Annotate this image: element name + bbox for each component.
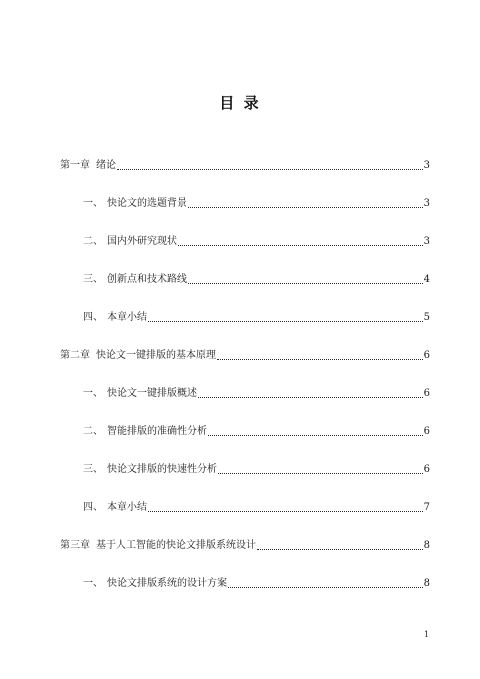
toc-entry-text: 快论文的选题背景 xyxy=(107,198,187,209)
toc-entry-chapter-1[interactable] xyxy=(60,155,430,173)
toc-entry-number: 第三章 xyxy=(60,540,90,551)
toc-entry-text: 快论文排版的快速性分析 xyxy=(107,464,217,475)
toc-entry-text: 智能排版的准确性分析 xyxy=(107,426,207,437)
toc-entry-label xyxy=(60,539,256,553)
toc-entry-label xyxy=(83,235,177,249)
toc-entry-number: 二、 xyxy=(83,236,103,247)
toc-entry-number: 一、 xyxy=(83,388,103,399)
toc-entry-section[interactable] xyxy=(83,231,430,249)
toc-entry-page: 3 xyxy=(423,160,430,171)
toc-entry-label xyxy=(60,349,216,363)
toc-entry-section[interactable] xyxy=(83,497,430,515)
toc-entry-label xyxy=(83,311,147,325)
toc-entry-text: 国内外研究现状 xyxy=(107,236,177,247)
dot-leader xyxy=(257,549,423,550)
toc-entry-number: 四、 xyxy=(83,502,103,513)
toc-entry-number: 第二章 xyxy=(60,350,90,361)
toc-entry-page: 3 xyxy=(423,198,430,209)
toc-entry-text: 快论文一键排版的基本原理 xyxy=(96,350,216,361)
dot-leader xyxy=(217,359,423,360)
toc-entry-number: 三、 xyxy=(83,464,103,475)
toc-entry-section[interactable] xyxy=(83,573,430,591)
toc-entry-number: 一、 xyxy=(83,198,103,209)
toc-entry-text: 快论文一键排版概述 xyxy=(107,388,197,399)
toc-entry-section[interactable] xyxy=(83,193,430,211)
toc-entry-section[interactable] xyxy=(83,307,430,325)
toc-entry-page: 6 xyxy=(423,388,430,399)
footer-page-number: 1 xyxy=(424,630,430,639)
toc-entry-section[interactable] xyxy=(83,459,430,477)
dot-leader xyxy=(178,245,423,246)
toc-entry-chapter-3[interactable] xyxy=(60,535,430,553)
toc-entry-text: 创新点和技术路线 xyxy=(107,274,187,285)
toc-entry-label xyxy=(83,463,217,477)
dot-leader xyxy=(188,283,423,284)
toc-entry-label xyxy=(83,387,197,401)
toc-entry-chapter-2[interactable] xyxy=(60,345,430,363)
dot-leader xyxy=(148,511,423,512)
toc-entry-text: 本章小结 xyxy=(107,312,147,323)
toc-entry-page: 8 xyxy=(423,578,430,589)
toc-entry-label xyxy=(83,501,147,515)
dot-leader xyxy=(228,587,423,588)
toc-entry-number: 一、 xyxy=(83,578,103,589)
toc-entry-page: 6 xyxy=(423,426,430,437)
toc-entry-label xyxy=(83,197,187,211)
toc-entry-label xyxy=(83,273,187,287)
toc-entry-text: 快论文排版系统的设计方案 xyxy=(107,578,227,589)
toc-entry-page: 8 xyxy=(423,540,430,551)
toc-title: 目 录 xyxy=(219,94,261,112)
toc-entry-label xyxy=(83,425,207,439)
dot-leader xyxy=(188,207,423,208)
toc-entry-text: 基于人工智能的快论文排版系统设计 xyxy=(96,540,256,551)
toc-entry-page: 6 xyxy=(423,464,430,475)
toc-entry-page: 4 xyxy=(423,274,430,285)
dot-leader xyxy=(148,321,423,322)
dot-leader xyxy=(198,397,423,398)
toc-entry-label xyxy=(83,577,227,591)
toc-entry-section[interactable] xyxy=(83,421,430,439)
toc-entry-section[interactable] xyxy=(83,269,430,287)
toc-entry-page: 6 xyxy=(423,350,430,361)
toc-entry-text: 本章小结 xyxy=(107,502,147,513)
dot-leader xyxy=(117,169,423,170)
toc-entry-page: 7 xyxy=(423,502,430,513)
toc-entry-section[interactable] xyxy=(83,383,430,401)
toc-entry-number: 第一章 xyxy=(60,160,90,171)
dot-leader xyxy=(218,473,423,474)
dot-leader xyxy=(208,435,423,436)
toc-entry-page: 5 xyxy=(423,312,430,323)
toc-entry-number: 三、 xyxy=(83,274,103,285)
toc-entry-page: 3 xyxy=(423,236,430,247)
toc-entry-text: 绪论 xyxy=(96,160,116,171)
toc-entry-label xyxy=(60,159,116,173)
toc-entry-number: 二、 xyxy=(83,426,103,437)
toc-entry-number: 四、 xyxy=(83,312,103,323)
